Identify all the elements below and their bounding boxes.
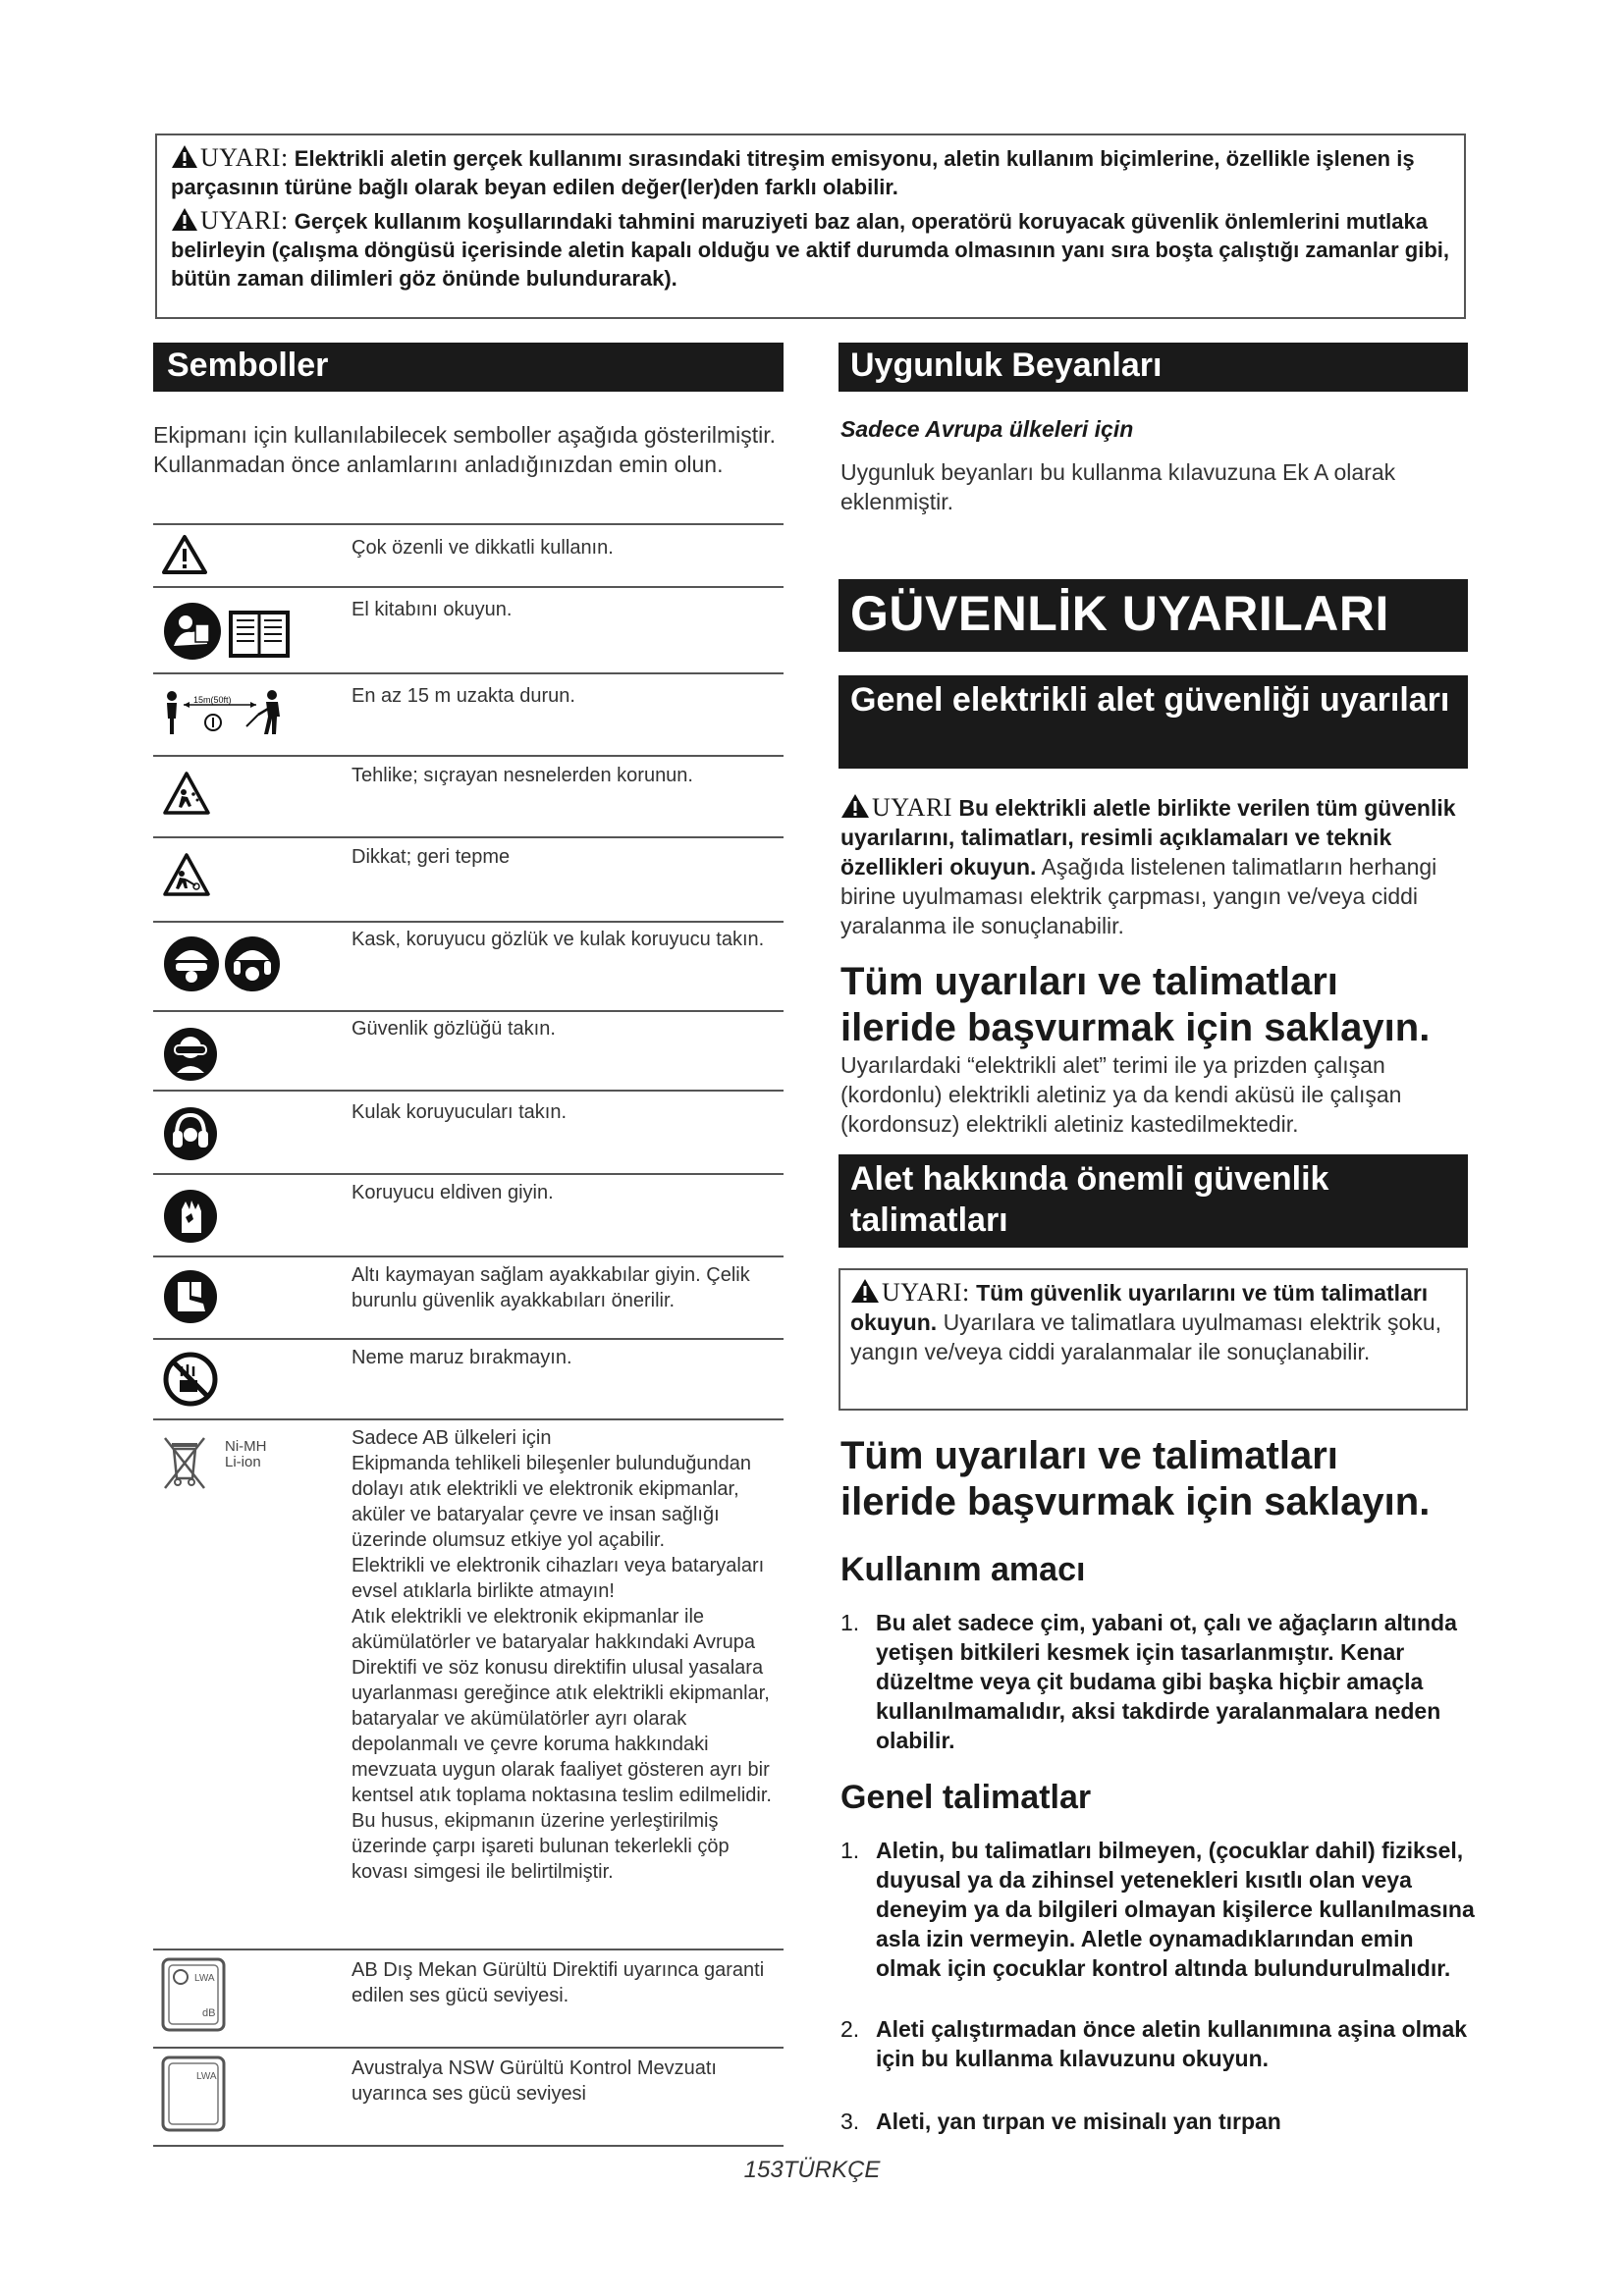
table-rule	[153, 2047, 784, 2049]
save-instructions-heading: Tüm uyarıları ve talimatları ileride başvurmak için saklayın.	[840, 960, 1431, 1049]
safety-warnings-heading: GÜVENLİK UYARILARI	[839, 579, 1468, 652]
list-item	[840, 2014, 1479, 2073]
table-rule	[153, 1090, 784, 1092]
table-rule	[153, 1173, 784, 1175]
conformity-subheading: Sadece Avrupa ülkeleri için	[840, 416, 1134, 442]
symbol-caption: AB Dış Mekan Gürültü Direktifi uyarınca garanti edilen ses gücü seviyesi.	[352, 1959, 765, 2006]
power-tool-term-text: Uyarılardaki “elektrikli alet” terimi ile ya prizden çalışan (kordonlu) elektrikli aletiniz ya da kendi aküsü ile çalışan (kordonsuz) elektrikli aletiniz kastedilmektedir.	[840, 1052, 1402, 1137]
vibration-warning-box	[155, 133, 1466, 319]
page-number: 153	[743, 2157, 784, 2183]
table-rule	[153, 586, 784, 588]
symbol-caption: Kask, koruyucu gözlük ve kulak koruyucu takın.	[352, 929, 765, 950]
warning-label: UYARI	[872, 793, 952, 822]
table-rule	[153, 1949, 784, 1950]
warning-triangle-icon	[840, 793, 870, 819]
intended-use-heading: Kullanım amacı	[840, 1551, 1086, 1588]
symbol-caption: En az 15 m uzakta durun.	[352, 685, 575, 707]
protective-gloves-icon	[162, 1188, 219, 1245]
list-text: Aleti, yan tırpan ve misinalı yan tırpan	[876, 2109, 1281, 2134]
warning-text: Gerçek kullanım koşullarındaki tahmini maruziyeti baz alan, operatörü koruyacak güvenlik önlemlerini mutlaka belirleyin (çalışma döngüsü içerisinde aletin kapalı olduğu ve aktif durumda olmasının yanı sıra boşta çalıştığı zamanlar gibi, bütün zaman dilimleri göz önünde bulundurarak).	[171, 209, 1450, 291]
list-number: 2.	[840, 2016, 860, 2042]
table-rule	[153, 921, 784, 923]
table-rule	[153, 1010, 784, 1012]
symbol-caption-weee: Sadece AB ülkeleri için Ekipmanda tehlikeli bileşenler bulunduğundan dolayı atık elektrikli ve elektronik ekipmanlar, aküler ve bataryalar çevre ve insan sağlığı üzerinde olumsuz etkiye yol açabilir. Elektrikli ve elektronik cihazları veya bataryaları evsel atıklarla birlikte atmayın! Atık elektrikli ve elektronik ekipmanlar ile akümülatörler ve bataryalar hakkındaki Avrupa Direktifi ve söz konusu direktifin ulusal yasalara uyarlanması gereğince atık elektrikli ekipmanlar, bataryalar ve akümülatörler ayrı olarak depolanmalı ve çevre koruma hakkındaki mevzuata uygun olarak faaliyet gösteren ayrı bir kentsel atık toplama noktasına teslim edilmelidir. Bu husus, ekipmanın üzerine yerleştirilmiş üzerinde çarpı işareti bulunan tekerlekli çöp kovası simgesi ile belirtilmiştir.	[352, 1427, 772, 1883]
symbols-heading: Semboller	[153, 343, 784, 392]
warning-triangle-icon	[850, 1278, 880, 1304]
symbol-caption: Altı kaymayan sağlam ayakkabılar giyin. Çelik burunlu güvenlik ayakkabıları önerilir.	[352, 1264, 750, 1311]
table-rule	[153, 755, 784, 757]
symbol-caption: Dikkat; geri tepme	[352, 846, 511, 868]
list-text: Bu alet sadece çim, yabani ot, çalı ve ağaçların altında yetişen bitkileri kesmek için tasarlanmıştır. Kenar düzeltme veya çit budama gibi başka hiçbir amaçla kullanılmamalıdır, aksi takdirde yaralanmalara neden olabilir.	[876, 1610, 1457, 1753]
list-item	[840, 1836, 1479, 1983]
table-rule	[153, 1338, 784, 1340]
tool-safety-bold-text: Tüm güvenlik uyarılarını ve tüm talimatları okuyun.	[850, 1280, 1429, 1335]
footer-language: TÜRKÇE	[783, 2157, 881, 2183]
list-text: Aletin, bu talimatları bilmeyen, (çocuklar dahil) fiziksel, duyusal ya da zihinsel yetenekleri kısıtlı olan veya deneyim ya da bilgileri olmayan kişilerce kullanılmasına asla izin vermeyin. Aletle oynamadıklarından emin olmak için çocuklar kontrol altında bulundurulmalıdır.	[876, 1838, 1475, 1981]
keep-distance-icon	[162, 687, 290, 738]
list-number: 1.	[840, 1610, 860, 1635]
general-safety-bold-text: Bu elektrikli aletle birlikte verilen tüm güvenlik uyarılarını, talimatları, resimli açıklamaları ve teknik özellikleri okuyun.	[840, 795, 1456, 880]
symbol-caption: Avustralya NSW Gürültü Kontrol Mevzuatı uyarınca ses gücü seviyesi	[352, 2057, 717, 2105]
eu-noise-level-label-icon	[161, 1957, 228, 2034]
warning-label: UYARI:	[882, 1278, 970, 1307]
symbol-caption: Tehlike; sıçrayan nesnelerden korunun.	[352, 765, 693, 786]
vibration-warning-1	[171, 143, 1450, 201]
flying-objects-warning-icon	[162, 771, 211, 816]
kickback-warning-icon	[162, 852, 211, 897]
table-rule	[153, 2145, 784, 2147]
warning-triangle-icon	[171, 144, 198, 169]
warning-triangle-icon	[171, 207, 198, 232]
symbol-caption: Koruyucu eldiven giyin.	[352, 1182, 554, 1203]
tool-safety-text: Uyarılara ve talimatlara uyulmaması elektrik şoku, yangın ve/veya ciddi yaralanmalar ile sonuçlanabilir.	[850, 1309, 1442, 1364]
tool-safety-warning-box	[839, 1268, 1468, 1411]
list-number: 3.	[840, 2109, 860, 2134]
save-instructions-heading-2: Tüm uyarıları ve talimatları ileride başvurmak için saklayın.	[840, 1434, 1431, 1523]
table-rule	[153, 672, 784, 674]
general-safety-heading: Genel elektrikli alet güvenliği uyarıları	[839, 675, 1468, 769]
list-item	[840, 2107, 1479, 2136]
noise-label: LWA	[196, 2071, 217, 2082]
symbol-caption: Kulak koruyucuları takın.	[352, 1101, 567, 1123]
au-noise-level-label-icon	[161, 2056, 228, 2134]
read-manual-icon	[162, 601, 292, 662]
symbol-caption: Neme maruz bırakmayın.	[352, 1347, 572, 1368]
vibration-warning-2	[171, 206, 1450, 293]
tool-safety-heading: Alet hakkında önemli güvenlik talimatları	[839, 1154, 1468, 1248]
warning-label: UYARI:	[200, 206, 289, 235]
list-text: Aleti çalıştırmadan önce aletin kullanımına aşina olmak için bu kullanma kılavuzunu okuyun.	[876, 2016, 1468, 2071]
page-footer	[0, 2157, 1624, 2184]
ear-protection-icon	[162, 1105, 219, 1162]
crossed-out-wheelie-bin-icon	[160, 1433, 286, 1494]
warning-label: UYARI:	[200, 143, 289, 172]
caution-triangle-icon	[162, 534, 207, 575]
symbol-caption: El kitabını okuyun.	[352, 599, 513, 620]
table-rule	[153, 836, 784, 838]
safety-boots-icon	[162, 1268, 219, 1325]
battery-label-nimh: Ni-MH	[225, 1438, 267, 1455]
conformity-heading: Uygunluk Beyanları	[839, 343, 1468, 392]
noise-label: LWA	[194, 1973, 215, 1984]
symbols-intro: Ekipmanı için kullanılabilecek semboller aşağıda gösterilmiştir. Kullanmadan önce anlamlarını anladığınızdan emin olun.	[153, 422, 777, 477]
list-item	[840, 1608, 1479, 1755]
safety-goggles-icon	[162, 1026, 219, 1083]
conformity-text: Uygunluk beyanları bu kullanma kılavuzuna Ek A olarak eklenmiştir.	[840, 459, 1396, 514]
list-number: 1.	[840, 1838, 860, 1863]
noise-unit: dB	[202, 2007, 216, 2019]
symbol-caption: Çok özenli ve dikkatli kullanın.	[352, 537, 614, 559]
battery-label-liion: Li-ion	[225, 1454, 261, 1470]
table-rule	[153, 523, 784, 525]
table-rule	[153, 1418, 784, 1420]
no-moisture-icon	[162, 1351, 219, 1408]
distance-label: 15m(50ft)	[193, 695, 232, 705]
symbol-caption: Güvenlik gözlüğü takın.	[352, 1018, 556, 1040]
general-instructions-heading: Genel talimatlar	[840, 1779, 1092, 1816]
general-safety-warning	[840, 793, 1477, 940]
warning-text: Elektrikli aletin gerçek kullanımı sırasındaki titreşim emisyonu, aletin kullanım biçimlerine, özellikle işlenen iş parçasının türüne bağlı olarak beyan edilen değer(ler)den farklı olabilir.	[171, 146, 1415, 199]
general-safety-text: Aşağıda listelenen talimatların herhangi birine uyulmaması elektrik çarpması, yangın ve/veya ciddi yaralanma ile sonuçlanabilir.	[840, 854, 1437, 938]
helmet-goggles-ear-protection-icon	[162, 934, 284, 993]
table-rule	[153, 1255, 784, 1257]
